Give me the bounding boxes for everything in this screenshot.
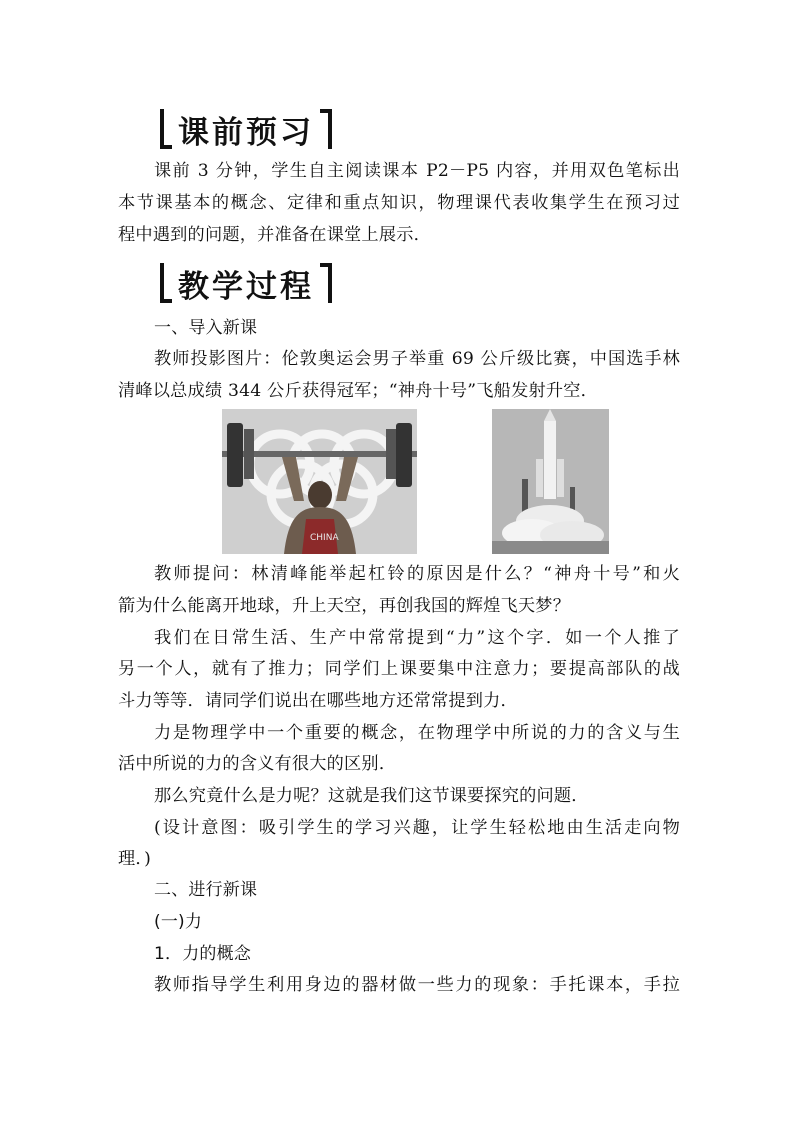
process-heading <box>160 257 332 309</box>
force-line-1: 我们在日常生活、生产中常常提到“力”这个字．如一个人推了 <box>154 628 680 648</box>
part1-title: 一、导入新课 <box>154 318 258 338</box>
teacher-question-line-2: 箭为什么能离开地球，升上天空，再创我国的辉煌飞天梦？ <box>118 596 571 616</box>
left-bracket <box>160 263 172 303</box>
preview-heading <box>160 103 332 155</box>
intro-line-2: 清峰以总成绩 344 公斤获得冠军；“神舟十号”飞船发射升空． <box>118 381 599 401</box>
force-line-3: 斗力等等．请同学们说出在哪些地方还常常提到力． <box>118 691 518 711</box>
subsection-force-concept: 1．力的概念 <box>154 944 252 964</box>
preview-line-2: 本节课基本的概念、定律和重点知识，物理课代表收集学生在预习过 <box>118 193 680 213</box>
intro-line-1: 教师投影图片：伦敦奥运会男子举重 69 公斤级比赛，中国选手林 <box>154 349 680 369</box>
process-heading-text: 教学过程 <box>178 268 314 305</box>
part2-title: 二、进行新课 <box>154 880 258 900</box>
left-bracket <box>160 109 172 149</box>
right-bracket <box>320 263 332 303</box>
rocket-launch-photo <box>492 409 609 554</box>
question-line: 那么究竟什么是力呢？这就是我们这节课要探究的问题． <box>154 786 589 806</box>
shirt-lettering: CHINA <box>310 533 339 543</box>
design-intent-line-1: (设计意图：吸引学生的学习兴趣，让学生轻松地由生活走向物 <box>154 818 680 838</box>
subsection-force: (一)力 <box>154 912 203 932</box>
design-intent-line-2: 理．) <box>118 849 152 869</box>
preview-line-3: 程中遇到的问题，并准备在课堂上展示． <box>118 225 431 245</box>
activity-line: 教师指导学生利用身边的器材做一些力的现象：手托课本，手拉 <box>154 975 680 995</box>
concept-line-1: 力是物理学中一个重要的概念，在物理学中所说的力的含义与生 <box>154 723 680 743</box>
preview-line-1: 课前 3 分钟，学生自主阅读课本 P2－P5 内容，并用双色笔标出 <box>154 161 681 181</box>
teacher-question-line-1: 教师提问：林清峰能举起杠铃的原因是什么？“神舟十号”和火 <box>154 564 680 584</box>
preview-heading-text: 课前预习 <box>178 114 314 151</box>
force-line-2: 另一个人，就有了推力；同学们上课要集中注意力；要提高部队的战 <box>118 659 680 679</box>
weightlifter-photo <box>222 409 417 554</box>
right-bracket <box>320 109 332 149</box>
concept-line-2: 活中所说的力的含义有很大的区别． <box>118 754 397 774</box>
